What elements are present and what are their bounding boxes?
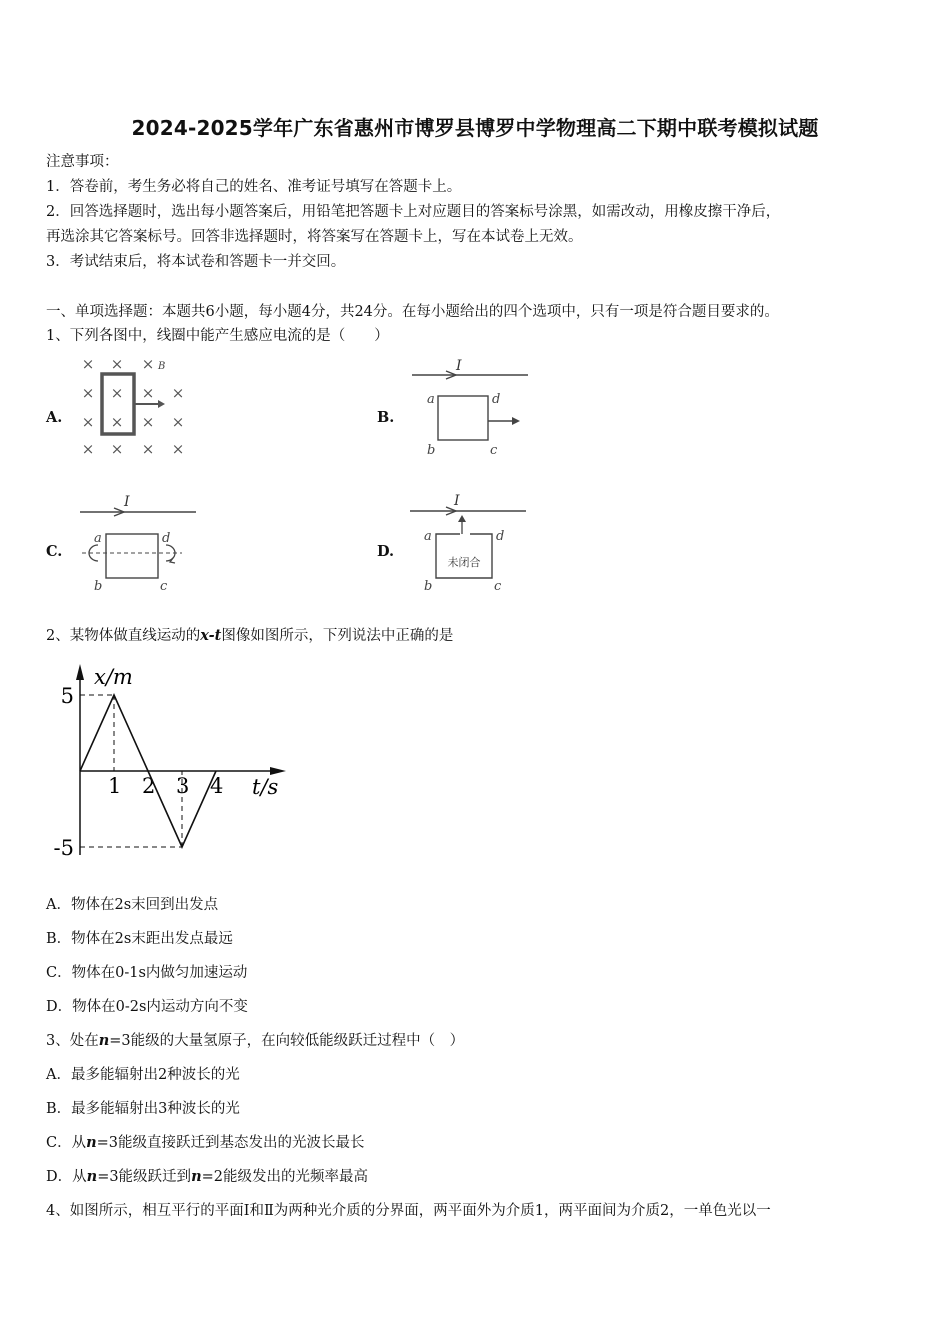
q2-option-c: C．物体在0-1s内做匀加速运动 (46, 965, 248, 981)
field-x: × (81, 355, 95, 373)
x-tick-label: 4 (210, 774, 224, 798)
y-axis-arrow (76, 664, 84, 680)
q3-option-d: D．从n=3能级跃迁到n=2能级发出的光频率最高 (46, 1168, 368, 1185)
q1-stem: 1、下列各图中，线圈中能产生感应电流的是（ ） (46, 328, 389, 344)
q1-label-a: A. (46, 409, 63, 426)
y-tick-label: 5 (60, 684, 74, 708)
field-x: × (171, 384, 185, 402)
field-x: × (81, 384, 95, 402)
corner-d: d (492, 392, 501, 407)
q3-option-c: C．从n=3能级直接跃迁到基态发出的光波长最长 (46, 1134, 365, 1151)
field-x: × (171, 440, 185, 458)
notice-item-1: 1．答卷前，考生务必将自己的姓名、准考证号填写在答题卡上。 (46, 179, 462, 195)
coil-status-label: 未闭合 (447, 556, 481, 569)
current-label: I (456, 358, 462, 374)
page-title: 2024-2025学年广东省惠州市博罗县博罗中学物理高二下期中联考模拟试题 (131, 116, 819, 140)
q2-option-d: D．物体在0-2s内运动方向不变 (46, 999, 248, 1015)
x-axis-label: t/s (252, 775, 279, 799)
field-x: × (110, 440, 124, 458)
field-x: × (141, 355, 155, 373)
field-x: × (141, 384, 155, 402)
field-b-label: B (158, 361, 166, 372)
field-x: × (110, 355, 124, 373)
corner-b: b (94, 579, 103, 594)
corner-c: c (160, 579, 168, 594)
x-tick-label: 2 (142, 774, 156, 798)
q1-label-b: B. (377, 409, 395, 426)
q4-stem: 4、如图所示，相互平行的平面Ⅰ和Ⅱ为两种光介质的分界面，两平面外为介质1，两平面间为介质2，一单色光以一 (46, 1203, 771, 1219)
section-heading: 一、单项选择题：本题共6小题，每小题4分，共24分。在每小题给出的四个选项中，只有一项是符合题目要求的。 (46, 304, 779, 320)
field-x: × (81, 413, 95, 431)
q2-option-a: A．物体在2s末回到出发点 (46, 897, 219, 913)
corner-d: d (496, 529, 505, 544)
corner-b: b (427, 443, 436, 458)
field-x: × (141, 440, 155, 458)
field-x: × (171, 413, 185, 431)
q3-stem: 3、处在n=3能级的大量氢原子，在向较低能级跃迁过程中（ ） (46, 1032, 465, 1049)
corner-a: a (94, 531, 102, 546)
current-label: I (454, 493, 460, 509)
x-tick-label: 1 (108, 774, 122, 798)
current-label: I (124, 494, 130, 510)
corner-a: a (424, 529, 432, 544)
field-x: × (110, 384, 124, 402)
corner-d: d (162, 531, 171, 546)
q3-option-b: B．最多能辐射出3种波长的光 (46, 1101, 240, 1117)
corner-c: c (494, 579, 502, 594)
q1-label-c: C. (46, 543, 63, 560)
y-axis-label: x/m (94, 665, 133, 689)
notice-item-3: 3．考试结束后，将本试卷和答题卡一并交回。 (46, 254, 346, 270)
q1-label-d: D. (377, 543, 395, 560)
field-x: × (110, 413, 124, 431)
q2-option-b: B．物体在2s末距出发点最远 (46, 931, 233, 947)
field-x: × (81, 440, 95, 458)
corner-a: a (427, 392, 435, 407)
q3-option-a: A．最多能辐射出2种波长的光 (46, 1067, 240, 1083)
x-tick-label: 3 (176, 774, 190, 798)
x-axis-arrow (270, 767, 286, 775)
q2-stem: 2、某物体做直线运动的x-t图像如图所示，下列说法中正确的是 (46, 627, 454, 644)
notice-heading: 注意事项： (46, 154, 119, 170)
y-tick-label: -5 (53, 836, 74, 860)
corner-b: b (424, 579, 433, 594)
notice-item-2-cont: 再选涂其它答案标号。回答非选择题时，将答案写在答题卡上，写在本试卷上无效。 (46, 229, 583, 245)
field-x: × (141, 413, 155, 431)
corner-c: c (490, 443, 498, 458)
notice-item-2: 2．回答选择题时，选出每小题答案后，用铅笔把答题卡上对应题目的答案标号涂黑，如需改动，用橡皮擦干净后， (46, 204, 781, 220)
